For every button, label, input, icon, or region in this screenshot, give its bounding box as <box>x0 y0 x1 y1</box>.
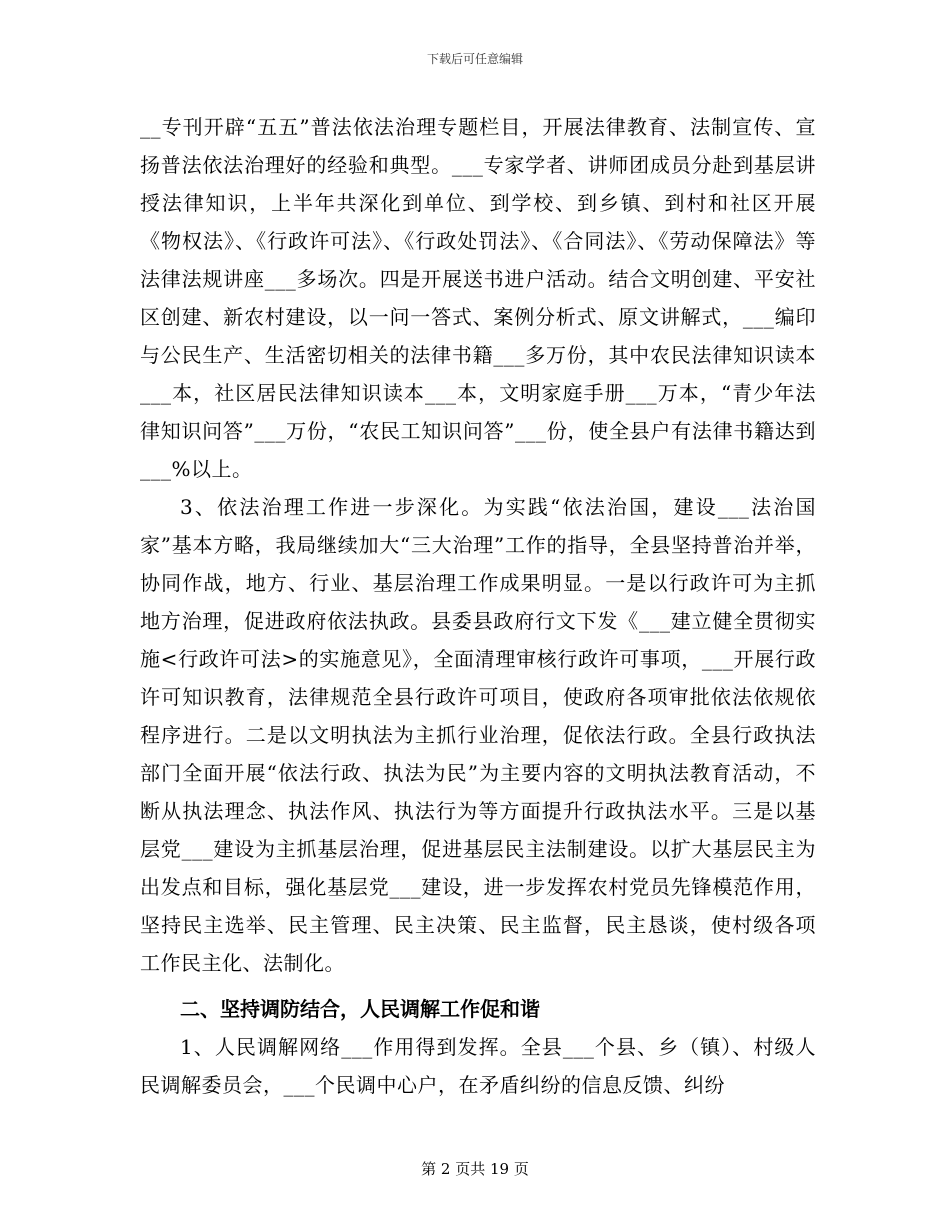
body-paragraph: 3、依法治理工作进一步深化。为实践“依法治国，建设___法治国家”基本方略，我局继续加大“三大治理”工作的指导，全县坚持普治并举，协同作战，地方、行业、基层治理工作成果明显。一是以行政许可为主抓地方治理，促进政府依法执政。县委县政府行文下发《___建立健全贯彻实施<行政许可法>的实施意见》，全面清理审核行政许可事项，___开展行政许可知识教育，法律规范全县行政许可项目，使政府各项审批依法依规依程序进行。二是以文明执法为主抓行业治理，促依法行政。全县行政执法部门全面开展“依法行政、执法为民”为主要内容的文明执法教育活动，不断从执法理念、执法作风、执法行为等方面提升行政执法水平。三是以基层党___建设为主抓基层治理，促进基层民主法制建设。以扩大基层民主为出发点和目标，强化基层党___建设，进一步发挥农村党员先锋模范作用，坚持民主选举、民主管理、民主决策、民主监督，民主恳谈，使村级各项工作民主化、法制化。 <box>140 495 816 975</box>
section-heading: 二、坚持调防结合，人民调解工作促和谐 <box>180 997 540 1021</box>
body-paragraph: __专刊开辟“五五”普法依法治理专题栏目，开展法律教育、法制宣传、宣扬普法依法治理好的经验和典型。___专家学者、讲师团成员分赴到基层讲授法律知识，上半年共深化到单位、到学校、到乡镇、到村和社区开展《物权法》、《行政许可法》、《行政处罚法》、《合同法》、《劳动保障法》等法律法规讲座___多场次。四是开展送书进户活动。结合文明创建、平安社区创建、新农村建设，以一问一答式、案例分析式、原文讲解式，___编印与公民生产、生活密切相关的法律书籍___多万份，其中农民法律知识读本___本，社区居民法律知识读本___本，文明家庭手册___万本，“青少年法律知识问答”___万份，“农民工知识问答”___份，使全县户有法律书籍达到___%以上。 <box>140 115 816 481</box>
page-header: 下载后可任意编辑 <box>426 52 523 66</box>
body-paragraph: 1、人民调解网络___作用得到发挥。全县___个县、乡（镇）、村级人民调解委员会，___个民调中心户，在矛盾纠纷的信息反馈、纠纷 <box>140 1035 816 1097</box>
page-number: 第 2 页共 19 页 <box>421 1160 529 1178</box>
document-body <box>140 108 816 1104</box>
